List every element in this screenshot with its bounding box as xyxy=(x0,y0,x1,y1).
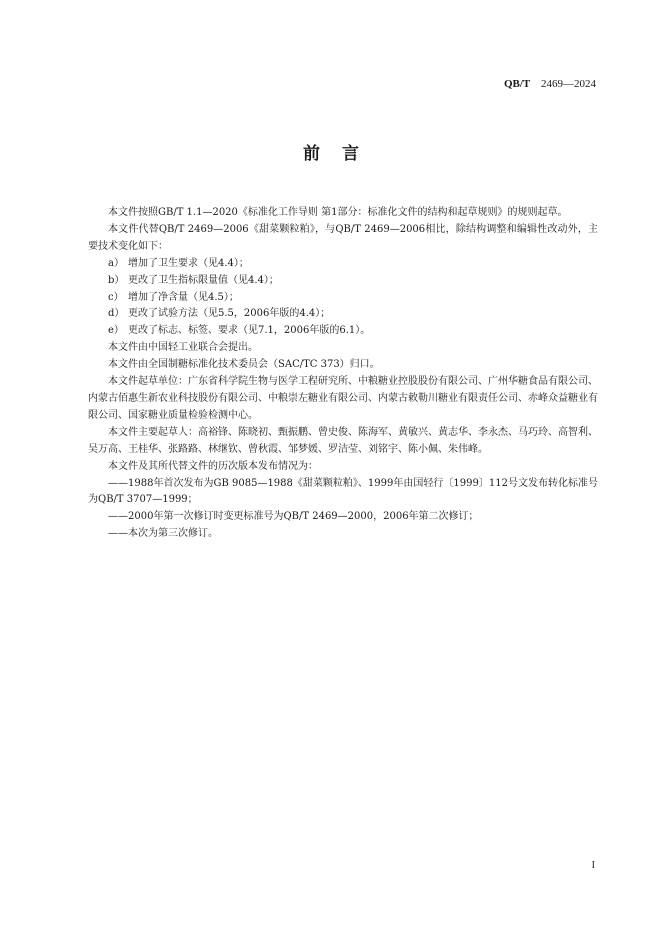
standard-number: 2469—2024 xyxy=(541,78,596,90)
standard-number-header xyxy=(504,78,596,90)
list-item-text: 更改了标志、标签、要求（见7.1，2006年版的6.1）。 xyxy=(128,325,371,337)
list-item xyxy=(88,273,598,290)
list-item-text: 更改了试验方法（见5.5，2006年版的4.4）； xyxy=(128,308,331,320)
paragraph-proposer: 本文件由中国轻工业联合会提出。 xyxy=(108,342,258,354)
list-item-text: 增加了净含量（见4.5）； xyxy=(128,291,239,303)
list-item xyxy=(88,290,598,307)
paragraph-replacement: 本文件代替QB/T 2469—2006《甜菜颗粒粕》，与QB/T 2469—2006相比，除结构调整和编辑性改动外，主要技术变化如下： xyxy=(88,223,598,252)
standard-code: QB/T xyxy=(503,78,531,90)
history-item: ——本次为第三次修订。 xyxy=(108,528,218,540)
paragraph-drafters: 本文件主要起草人：高裕锋、陈晓初、甄振鹏、曾史俊、陈海军、黄敏兴、黄志华、李永杰、马巧玲、高智利、吴万高、王桂华、张路路、林继钦、曾秋霞、邹梦媛、罗洁莹、刘铭宇、陈小佩、朱伟峰。 xyxy=(88,426,598,455)
list-item xyxy=(88,306,598,323)
list-item-label: e） xyxy=(108,325,124,337)
list-item-text: 更改了卫生指标限量值（见4.4）； xyxy=(128,274,279,286)
paragraph-drafting-units: 本文件起草单位：广东省科学院生物与医学工程研究所、中粮糖业控股股份有限公司、广州华糖食品有限公司、内蒙古佰惠生新农业科技股份有限公司、中粮崇左糖业有限公司、内蒙古敕勒川糖业有限责任公司、赤峰众益糖业有限公司、国家糖业质量检验检测中心。 xyxy=(88,376,598,421)
page-title: 前言 xyxy=(303,144,381,164)
paragraph-drafting-rules: 本文件按照GB/T 1.1—2020《标准化工作导则 第1部分：标准化文件的结构和起草规则》的规则起草。 xyxy=(108,207,568,218)
list-item-label: b） xyxy=(108,274,125,286)
list-item-text: 增加了卫生要求（见4.4）； xyxy=(128,257,249,269)
page-number: I xyxy=(591,860,595,871)
list-item xyxy=(88,256,598,273)
list-item-label: a） xyxy=(108,257,124,269)
foreword-body xyxy=(88,205,598,543)
list-item xyxy=(88,323,598,340)
paragraph-history-intro: 本文件及其所代替文件的历次版本发布情况为： xyxy=(108,460,318,472)
paragraph-committee: 本文件由全国制糖标准化技术委员会（SAC/TC 373）归口。 xyxy=(108,359,380,371)
history-item: ——1988年首次发布为GB 9085—1988《甜菜颗粒粕》、1999年由国轻行〔1999〕112号文发布转化标准号为QB/T 3707—1999； xyxy=(88,477,598,506)
history-item: ——2000年第一次修订时变更标准号为QB/T 2469—2000，2006年第二次修订； xyxy=(108,511,479,523)
list-item-label: d） xyxy=(108,308,125,320)
list-item-label: c） xyxy=(108,291,124,303)
